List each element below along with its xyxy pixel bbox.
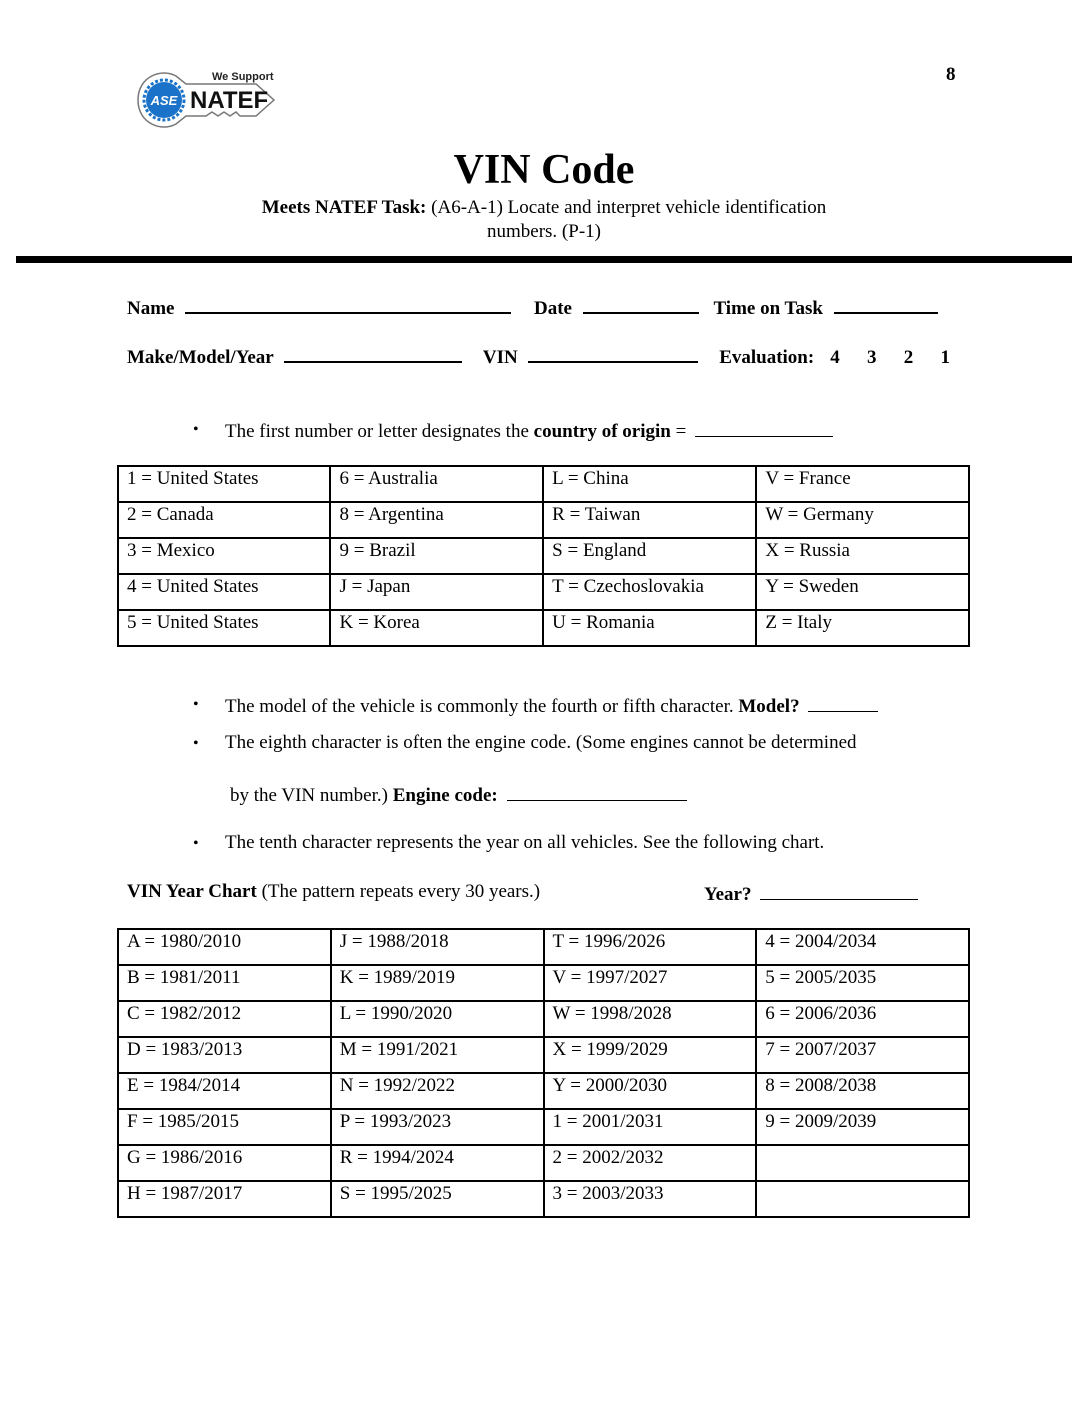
task-label: Meets NATEF Task: (261, 197, 427, 218)
table-cell: 6 = Australia (330, 466, 543, 502)
evaluation-option-1[interactable]: 1 (940, 347, 950, 368)
model-prompt-text: The model of the vehicle is commonly the fourth or fifth character. (225, 696, 739, 717)
table-cell: L = 1990/2020 (331, 1001, 544, 1037)
bullet-icon: • (193, 835, 199, 852)
table-cell: T = 1996/2026 (544, 929, 757, 965)
table-row (118, 610, 969, 646)
year-field[interactable] (760, 881, 918, 900)
table-row (118, 1181, 969, 1217)
table-cell: U = Romania (543, 610, 756, 646)
year-chart-note: (The pattern repeats every 30 years.) (256, 881, 541, 902)
engine-prompt-line2 (230, 782, 687, 807)
table-cell: H = 1987/2017 (118, 1181, 331, 1217)
table-cell: P = 1993/2023 (331, 1109, 544, 1145)
table-cell: E = 1984/2014 (118, 1073, 331, 1109)
table-cell: 2 = Canada (118, 502, 330, 538)
task-description-line1: (A6-A-1) Locate and interpret vehicle identification (431, 197, 827, 218)
table-cell: L = China (543, 466, 756, 502)
table-cell: Y = 2000/2030 (544, 1073, 757, 1109)
date-label: Date (533, 298, 572, 319)
table-row (118, 929, 969, 965)
time-on-task-label: Time on Task (713, 298, 823, 319)
country-prompt-suffix: = (670, 421, 687, 442)
table-cell: F = 1985/2015 (118, 1109, 331, 1145)
table-cell: T = Czechoslovakia (543, 574, 756, 610)
table-cell: N = 1992/2022 (331, 1073, 544, 1109)
task-description-line2: numbers. (P-1) (487, 221, 601, 242)
svg-text:NATEF: NATEF (190, 87, 269, 114)
table-cell: 3 = Mexico (118, 538, 330, 574)
year-chart-heading (127, 881, 540, 903)
svg-text:We Support: We Support (212, 71, 274, 83)
table-cell: D = 1983/2013 (118, 1037, 331, 1073)
table-row (118, 502, 969, 538)
table-cell: R = 1994/2024 (331, 1145, 544, 1181)
make-model-year-field[interactable] (284, 343, 462, 363)
table-cell: G = 1986/2016 (118, 1145, 331, 1181)
table-cell: Z = Italy (756, 610, 969, 646)
model-field[interactable] (808, 693, 878, 712)
table-cell: A = 1980/2010 (118, 929, 331, 965)
table-cell (756, 1181, 969, 1217)
table-cell: B = 1981/2011 (118, 965, 331, 1001)
table-cell: J = 1988/2018 (331, 929, 544, 965)
vin-field[interactable] (528, 343, 698, 363)
evaluation-option-2[interactable]: 2 (903, 347, 914, 368)
table-row (118, 466, 969, 502)
year-answer (704, 881, 918, 906)
table-cell: S = England (543, 538, 756, 574)
bullet-icon: • (193, 735, 199, 752)
table-cell: 2 = 2002/2032 (544, 1145, 757, 1181)
bullet-icon: • (193, 421, 199, 438)
table-cell: 4 = 2004/2034 (756, 929, 969, 965)
engine-prompt-bold: Engine code: (392, 785, 498, 806)
table-row (118, 965, 969, 1001)
table-row (118, 574, 969, 610)
table-row (118, 538, 969, 574)
engine-code-field[interactable] (507, 782, 687, 801)
table-cell: 4 = United States (118, 574, 330, 610)
table-cell: 6 = 2006/2036 (756, 1001, 969, 1037)
table-cell: C = 1982/2012 (118, 1001, 331, 1037)
table-cell: 5 = 2005/2035 (756, 965, 969, 1001)
country-prompt-bold: country of origin (533, 421, 671, 442)
form-row-2 (127, 343, 961, 369)
table-cell: 7 = 2007/2037 (756, 1037, 969, 1073)
model-prompt-bold: Model? (738, 696, 800, 717)
table-cell: 9 = 2009/2039 (756, 1109, 969, 1145)
name-field[interactable] (185, 294, 511, 314)
table-row (118, 1109, 969, 1145)
country-prompt-text: The first number or letter designates the (225, 421, 534, 442)
table-cell: S = 1995/2025 (331, 1181, 544, 1217)
date-field[interactable] (583, 294, 699, 314)
evaluation-option-3[interactable]: 3 (866, 347, 877, 368)
table-cell: 1 = 2001/2031 (544, 1109, 757, 1145)
form-row-1 (127, 294, 938, 320)
vin-year-chart-table (117, 928, 970, 1218)
engine-prompt-text2: by the VIN number.) (230, 785, 393, 806)
country-of-origin-table (117, 465, 970, 647)
table-row (118, 1037, 969, 1073)
page-number: 8 (946, 64, 956, 85)
table-cell: X = Russia (756, 538, 969, 574)
country-of-origin-prompt (225, 418, 833, 443)
table-cell (756, 1145, 969, 1181)
table-cell: 8 = Argentina (330, 502, 543, 538)
table-row (118, 1001, 969, 1037)
ase-natef-logo (132, 62, 278, 136)
country-of-origin-field[interactable] (695, 418, 833, 437)
table-cell: V = 1997/2027 (544, 965, 757, 1001)
table-cell: J = Japan (330, 574, 543, 610)
table-cell: 3 = 2003/2033 (544, 1181, 757, 1217)
table-cell: W = Germany (756, 502, 969, 538)
model-prompt (225, 693, 878, 718)
page-title: VIN Code (453, 147, 635, 193)
table-cell: R = Taiwan (543, 502, 756, 538)
header-divider (16, 256, 1072, 263)
evaluation-option-4[interactable]: 4 (830, 347, 840, 368)
svg-text:ASE: ASE (150, 93, 178, 108)
task-subtitle (0, 196, 1088, 244)
table-cell: K = 1989/2019 (331, 965, 544, 1001)
table-cell: M = 1991/2021 (331, 1037, 544, 1073)
year-label: Year? (704, 884, 752, 905)
table-cell: X = 1999/2029 (544, 1037, 757, 1073)
ase-natef-key-logo-icon (132, 62, 278, 136)
table-cell: 8 = 2008/2038 (756, 1073, 969, 1109)
make-model-year-label: Make/Model/Year (127, 347, 274, 368)
table-row (118, 1145, 969, 1181)
table-cell: W = 1998/2028 (544, 1001, 757, 1037)
table-row (118, 1073, 969, 1109)
table-cell: V = France (756, 466, 969, 502)
year-chart-title: VIN Year Chart (127, 881, 257, 902)
table-cell: 5 = United States (118, 610, 330, 646)
table-cell: 1 = United States (118, 466, 330, 502)
table-cell: 9 = Brazil (330, 538, 543, 574)
time-on-task-field[interactable] (834, 294, 938, 314)
table-cell: Y = Sweden (756, 574, 969, 610)
evaluation-label: Evaluation: (719, 347, 815, 368)
year-prompt: The tenth character represents the year on all vehicles. See the following chart. (225, 832, 825, 853)
bullet-icon: • (193, 696, 199, 713)
engine-prompt-line1: The eighth character is often the engine code. (Some engines cannot be determined (225, 732, 857, 753)
name-label: Name (127, 298, 175, 319)
vin-label: VIN (482, 347, 518, 368)
table-cell: K = Korea (330, 610, 543, 646)
